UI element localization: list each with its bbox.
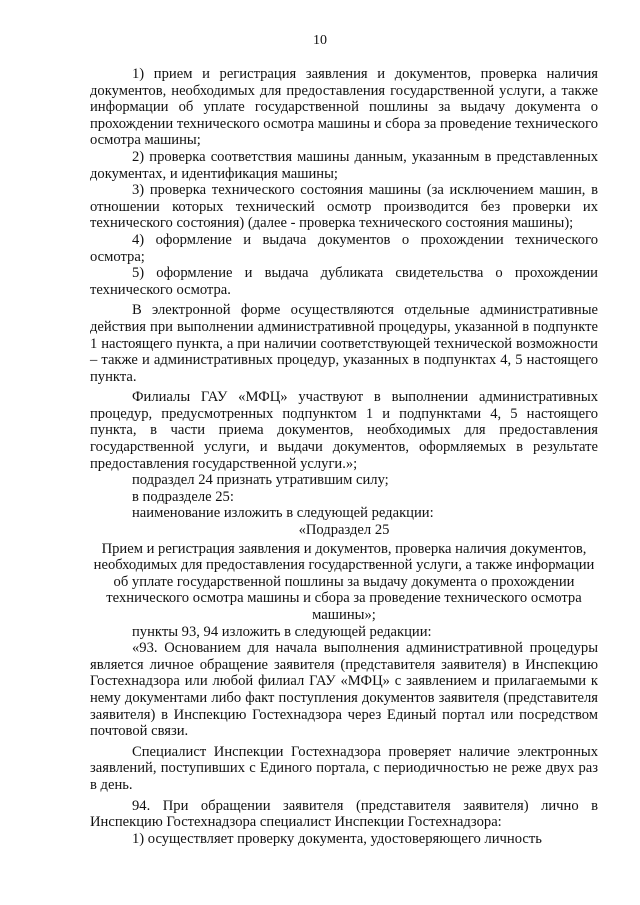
paragraph-item-4: 4) оформление и выдача документов о прохождении технического осмотра; [90,231,598,265]
paragraph-item-5: 5) оформление и выдача дубликата свидетельства о прохождении технического осмотра. [90,265,598,298]
paragraph-subsection-25: в подразделе 25: [132,488,234,505]
document-body [90,66,598,847]
paragraph-item-2: 2) проверка соответствия машины данным, указанным в представленных документах, и идентификация машины; [90,148,598,182]
paragraph-mfc-branches: Филиалы ГАУ «МФЦ» участвуют в выполнении административных процедур, предусмотренных подпунктом 1 и подпунктами 4, 5 настоящего пункта, в части приема документов, необходимых для предоставления государственной услуги, и выдачи документов, оформляемых в результате предоставления государственной услуги.»; [90,389,598,472]
paragraph-point-94: 94. При обращении заявителя (представителя заявителя) лично в Инспекцию Гостехнадзора специалист Инспекции Гостехнадзора: [90,797,598,831]
paragraph-item-3: 3) проверка технического состояния машины (за исключением машин, в отношении которых технический осмотр производится без проверки их технического состояния) (далее - проверка технического состояния машины); [90,182,598,232]
paragraph-name-change: наименование изложить в следующей редакции: [132,505,434,522]
paragraph-subsection-24: подраздел 24 признать утратившим силу; [132,472,389,489]
paragraph-electronic-form: В электронной форме осуществляются отдельные административные действия при выполнении административной процедуры, указанной в подпункте 1 настоящего пункта, а при наличии соответствующей технической возможности – также и административных процедур, указанных в подпунктах 4, 5 настоящего пункта. [90,302,598,385]
paragraph-item-94-1: 1) осуществляет проверку документа, удостоверяющего личность [132,830,542,847]
page-number: 10 [313,33,327,48]
subsection-title: Прием и регистрация заявления и документов, проверка наличия документов, необходимых для предоставления государственной услуги, а также информации об уплате государственной пошлины за выдачу документа о прохождении технического осмотра машины и сбора за проведение технического осмотра машины»; [93,540,595,623]
subsection-heading: «Подраздел 25 [298,522,390,539]
paragraph-point-93: «93. Основанием для начала выполнения административной процедуры является личное обращение заявителя (представителя заявителя) в Инспекцию Гостехнадзора или любой филиал ГАУ «МФЦ» с заявлением и прилагаемыми к нему документами либо факт поступления документов заявителя (представителя заявителя) в Инспекцию Гостехнадзора через Единый портал или посредством почтовой связи. [90,640,598,740]
paragraph-inspector-check: Специалист Инспекции Гостехнадзора проверяет наличие электронных заявлений, поступивших с Единого портала, с периодичностью не реже двух раз в день. [90,743,598,793]
paragraph-item-1: 1) прием и регистрация заявления и документов, проверка наличия документов, необходимых для предоставления государственной услуги, а также информации об уплате государственной пошлины за выдачу документа о прохождении технического осмотра машины и сбора за проведение технического осмотра машины; [90,66,598,149]
paragraph-points-93-94: пункты 93, 94 изложить в следующей редакции: [132,623,432,640]
